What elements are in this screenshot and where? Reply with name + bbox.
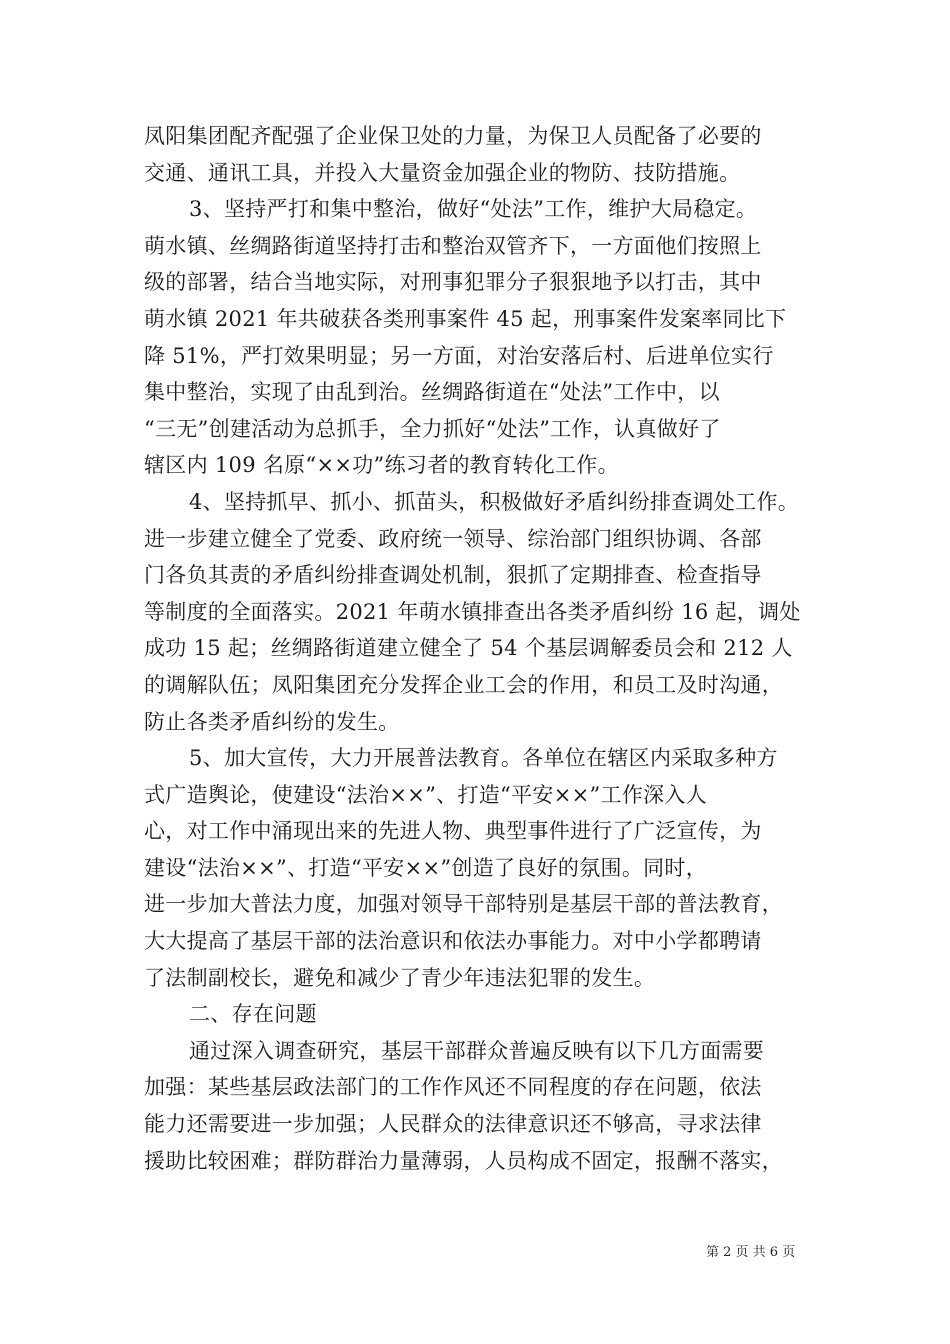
- text-line: 级的部署，结合当地实际，对刑事犯罪分子狠狠地予以打击，其中: [144, 270, 762, 295]
- text-line: 通过深入调查研究，基层干部群众普遍反映有以下几方面需要: [189, 1038, 765, 1063]
- text-line: 门各负其责的矛盾纠纷排查调处机制，狠抓了定期排查、检查指导: [144, 563, 762, 588]
- document-body: [144, 118, 824, 1179]
- text-line: 萌水镇 2021 年共破获各类刑事案件 45 起，刑事案件发案率同比下: [144, 306, 787, 331]
- text-line: 加强：某些基层政法部门的工作作风还不同程度的存在问题，依法: [144, 1075, 762, 1100]
- text-line: 式广造舆论，使建设“法治××”、打造“平安××”工作深入人: [144, 782, 708, 807]
- text-line: 能力还需要进一步加强；人民群众的法律意识还不够高，寻求法律: [144, 1112, 762, 1137]
- text-line: 5、加大宣传，大力开展普法教育。各单位在辖区内采取多种方: [189, 746, 778, 771]
- text-line: 凤阳集团配齐配强了企业保卫处的力量，为保卫人员配备了必要的: [144, 124, 762, 148]
- text-line: 二、存在问题: [189, 1002, 317, 1027]
- text-line: 心，对工作中涌现出来的先进人物、典型事件进行了广泛宣传，为: [144, 819, 762, 844]
- text-line: 4、坚持抓早、抓小、抓苗头，积极做好矛盾纠纷排查调处工作。: [189, 489, 800, 514]
- text-line: 等制度的全面落实。2021 年萌水镇排查出各类矛盾纠纷 16 起，调处: [144, 599, 801, 624]
- text-line: “三无”创建活动为总抓手，全力抓好“处法”工作，认真做好了: [144, 416, 721, 441]
- text-line: 3、坚持严打和集中整治，做好“处法”工作，维护大局稳定。: [189, 197, 758, 222]
- text-line: 大大提高了基层干部的法治意识和依法办事能力。对中小学都聘请: [144, 929, 762, 954]
- text-line: 建设“法治××”、打造“平安××”创造了良好的氛围。同时，: [144, 855, 708, 880]
- text-line: 了法制副校长，避免和减少了青少年违法犯罪的发生。: [144, 965, 656, 990]
- text-line: 成功 15 起；丝绸路街道建立健全了 54 个基层调解委员会和 212 人: [144, 636, 793, 661]
- text-line: 降 51%，严打效果明显；另一方面，对治安落后村、后进单位实行: [144, 343, 774, 368]
- text-line: 辖区内 109 名原“××功”练习者的教育转化工作。: [144, 453, 619, 478]
- text-line: 集中整治，实现了由乱到治。丝绸路街道在“处法”工作中，以: [144, 380, 720, 405]
- text-line: 萌水镇、丝绸路街道坚持打击和整治双管齐下，一方面他们按照上: [144, 233, 762, 258]
- text-line: 防止各类矛盾纠纷的发生。: [144, 709, 400, 734]
- text-line: 进一步加大普法力度，加强对领导干部特别是基层干部的普法教育，: [144, 892, 783, 917]
- text-line: 的调解队伍；凤阳集团充分发挥企业工会的作用，和员工及时沟通，: [144, 672, 783, 697]
- text-line: 交通、通讯工具，并投入大量资金加强企业的物防、技防措施。: [144, 160, 741, 185]
- text-line: 进一步建立健全了党委、政府统一领导、综治部门组织协调、各部: [144, 526, 762, 551]
- text-line: 援助比较困难；群防群治力量薄弱，人员构成不固定，报酬不落实，: [144, 1148, 783, 1173]
- page-number: 第 2 页 共 6 页: [706, 1245, 796, 1260]
